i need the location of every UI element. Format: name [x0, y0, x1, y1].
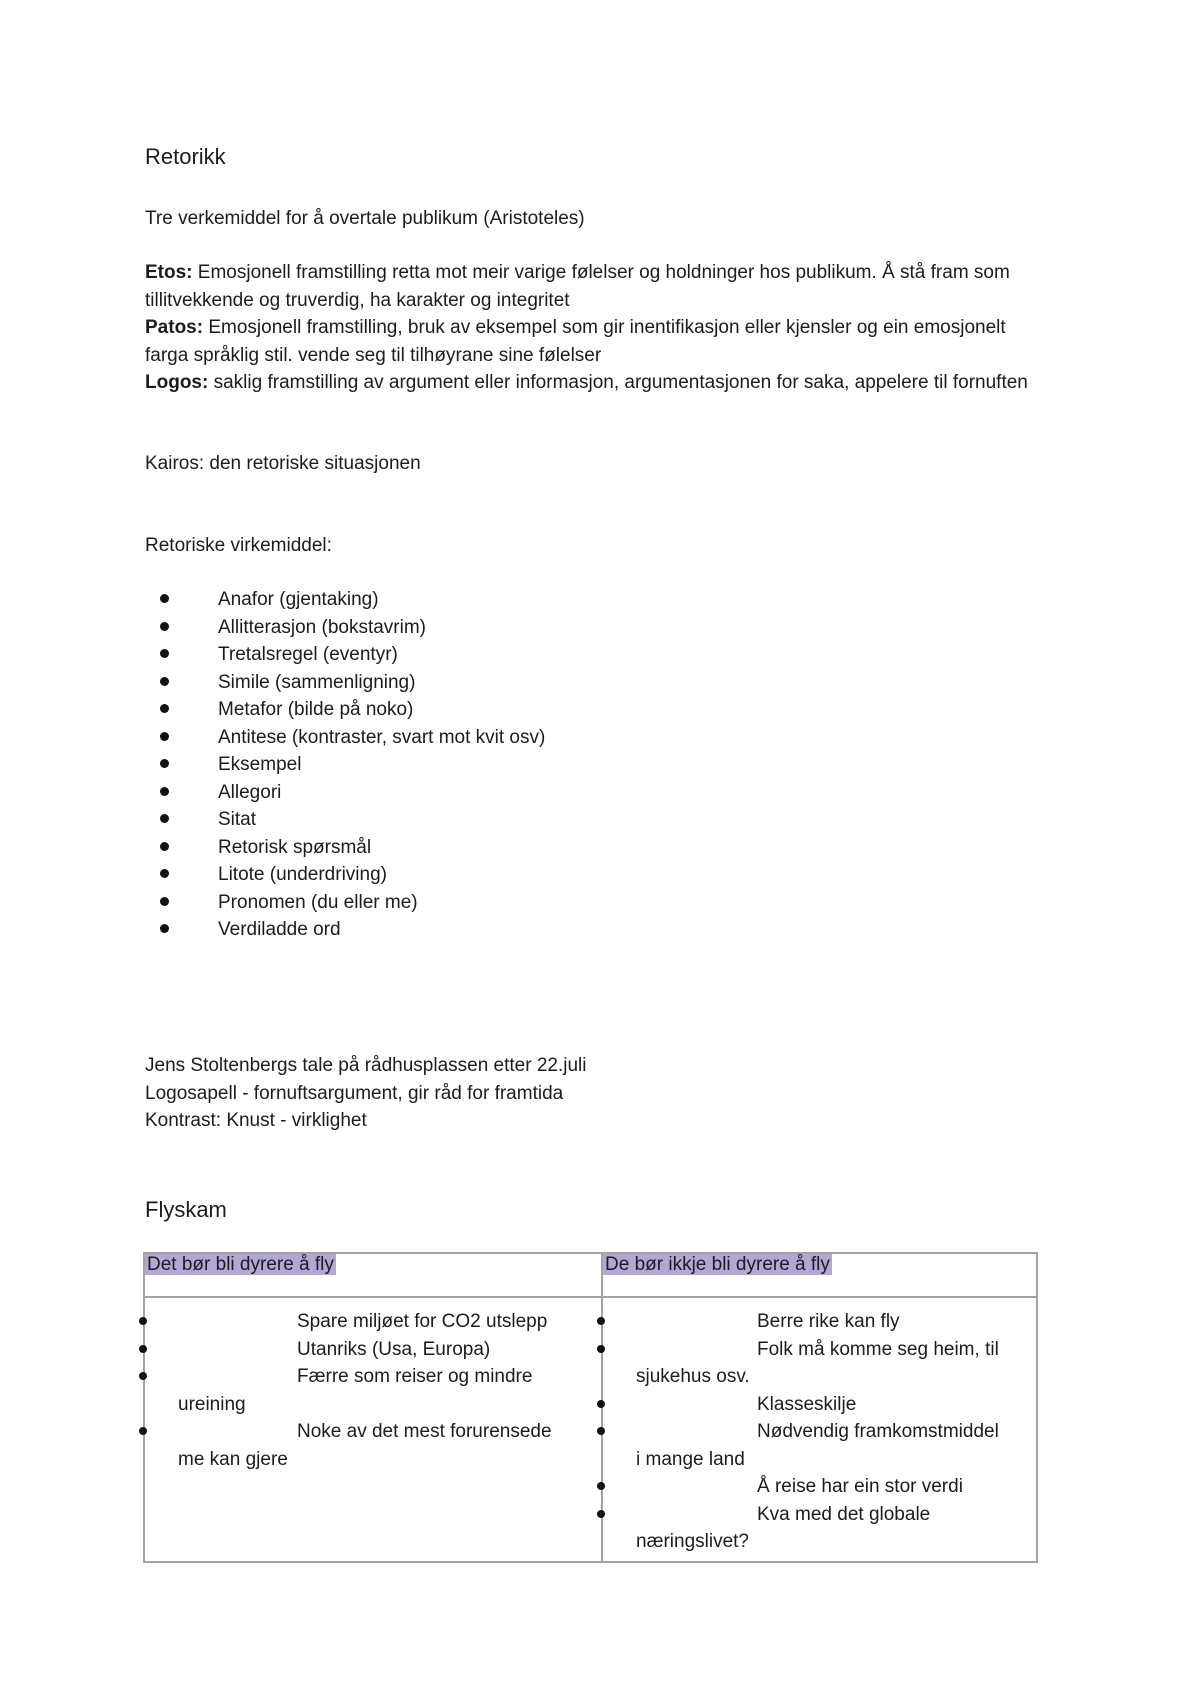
list-item	[0, 861, 700, 889]
bullet-icon	[160, 869, 169, 878]
bullet-icon	[160, 649, 169, 658]
list-item	[0, 724, 700, 752]
list-item-text: Utanriks (Usa, Europa)	[297, 1338, 491, 1360]
list-item	[0, 779, 700, 807]
list-item	[0, 614, 700, 642]
comparison-table	[143, 1252, 1038, 1563]
list-item-text: Allegori	[218, 781, 282, 803]
bullet-icon	[139, 1317, 147, 1325]
cell-list	[603, 1298, 1036, 1556]
list-item	[603, 1308, 1036, 1336]
bullet-icon	[160, 842, 169, 851]
bullet-icon	[160, 732, 169, 741]
list-item-text: Retorisk spørsmål	[218, 836, 372, 858]
appeal-label: Etos:	[145, 262, 193, 283]
list-item-text: Allitterasjon (bokstavrim)	[218, 616, 426, 638]
list-item	[0, 889, 700, 917]
list-item	[603, 1336, 1036, 1391]
devices-heading: Retoriske virkemiddel:	[145, 535, 332, 556]
list-item	[0, 641, 700, 669]
bullet-icon	[160, 622, 169, 631]
speech-line-3: Kontrast: Knust - virklighet	[145, 1110, 367, 1131]
list-item-text: Anafor (gjentaking)	[218, 589, 379, 610]
list-item-continuation: i mange land	[636, 1448, 745, 1470]
list-item-text: Metafor (bilde på noko)	[218, 699, 414, 720]
list-item	[145, 1418, 601, 1473]
list-item-text: Pronomen (du eller me)	[218, 891, 418, 913]
list-item-text: Noke av det mest forurensede	[297, 1421, 552, 1442]
appeal-text: saklig framstilling av argument eller informasjon, argumentasjonen for saka, appelere til fornuften	[208, 372, 1028, 393]
page-title: Retorikk	[145, 144, 226, 169]
list-item-text: Folk må komme seg heim, til	[757, 1338, 999, 1360]
list-item	[603, 1473, 1036, 1501]
list-item-text: Å reise har ein stor verdi	[757, 1476, 963, 1497]
bullet-icon	[597, 1317, 605, 1325]
list-item-text: Tretalsregel (eventyr)	[218, 644, 398, 665]
table-header-cell	[602, 1253, 1037, 1297]
list-item	[0, 696, 700, 724]
devices-list	[0, 586, 700, 944]
bullet-icon	[160, 759, 169, 768]
list-item-continuation: ureining	[178, 1393, 246, 1415]
table-header-cell	[144, 1253, 602, 1297]
bullet-icon	[597, 1345, 605, 1353]
list-item	[0, 834, 700, 862]
list-item-text: Verdiladde ord	[218, 919, 341, 940]
list-item-continuation: næringslivet?	[636, 1531, 749, 1552]
appeal-text: Emosjonell framstilling retta mot meir varige følelser og holdninger hos publikum. Å stå fram som tillitvekkende og truverdig, ha karakter og integritet	[145, 262, 1010, 311]
appeal-text: Emosjonell framstilling, bruk av eksempel som gir inentifikasjon eller kjensler og ein emosjonelt farga språklig stil. vende seg til tilhøyrane sine følelser	[145, 317, 1006, 366]
table-cell	[144, 1297, 602, 1562]
bullet-icon	[139, 1372, 147, 1380]
list-item	[0, 586, 700, 614]
table-row	[144, 1297, 1037, 1562]
list-item-text: Sitat	[218, 809, 257, 830]
appeal-label: Patos:	[145, 317, 204, 338]
list-item	[0, 669, 700, 697]
intro-text: Tre verkemiddel for å overtale publikum (Aristoteles)	[145, 208, 585, 229]
highlighted-header: De bør ikkje bli dyrere å fly	[605, 1254, 830, 1275]
bullet-icon	[597, 1510, 605, 1518]
appeal-etos	[145, 259, 1045, 314]
table-header-row	[144, 1253, 1037, 1297]
list-item-text: Klasseskilje	[757, 1393, 857, 1415]
list-item	[145, 1336, 601, 1364]
bullet-icon	[160, 924, 169, 933]
list-item-text: Kva med det globale	[757, 1503, 931, 1525]
list-item-text: Nødvendig framkomstmiddel	[757, 1421, 999, 1442]
bullet-icon	[160, 704, 169, 713]
table-cell	[602, 1297, 1037, 1562]
bullet-icon	[160, 787, 169, 796]
speech-line-1: Jens Stoltenbergs tale på rådhusplassen etter 22.juli	[145, 1055, 587, 1076]
bullet-icon	[139, 1427, 147, 1435]
list-item	[145, 1363, 601, 1418]
list-item-text: Færre som reiser og mindre	[297, 1366, 533, 1387]
list-item	[603, 1391, 1036, 1419]
speech-line-2: Logosapell - fornuftsargument, gir råd for framtida	[145, 1083, 564, 1104]
list-item	[0, 916, 700, 944]
list-item-text: Antitese (kontraster, svart mot kvit osv)	[218, 726, 546, 748]
bullet-icon	[597, 1482, 605, 1490]
list-item-continuation: me kan gjere	[178, 1448, 288, 1470]
kairos-text: Kairos: den retoriske situasjonen	[145, 453, 421, 474]
appeal-logos	[145, 369, 1045, 397]
highlighted-header: Det bør bli dyrere å fly	[147, 1254, 334, 1275]
bullet-icon	[139, 1345, 147, 1353]
list-item-text: Litote (underdriving)	[218, 864, 387, 885]
list-item-text: Simile (sammenligning)	[218, 671, 416, 693]
appeal-patos	[145, 314, 1045, 369]
list-item	[603, 1501, 1036, 1556]
list-item-text: Berre rike kan fly	[757, 1311, 900, 1332]
bullet-icon	[160, 897, 169, 906]
bullet-icon	[597, 1427, 605, 1435]
appeal-label: Logos:	[145, 372, 209, 393]
bullet-icon	[160, 814, 169, 823]
list-item-text: Eksempel	[218, 754, 302, 775]
list-item	[0, 751, 700, 779]
list-item-continuation: sjukehus osv.	[636, 1366, 750, 1387]
bullet-icon	[160, 677, 169, 686]
list-item	[145, 1308, 601, 1336]
list-item	[0, 806, 700, 834]
cell-list	[145, 1298, 601, 1473]
section-heading: Flyskam	[145, 1197, 227, 1222]
bullet-icon	[160, 594, 169, 603]
list-item-text: Spare miljøet for CO2 utslepp	[297, 1311, 548, 1332]
list-item	[603, 1418, 1036, 1473]
bullet-icon	[597, 1400, 605, 1408]
appeals-block	[145, 259, 1045, 397]
